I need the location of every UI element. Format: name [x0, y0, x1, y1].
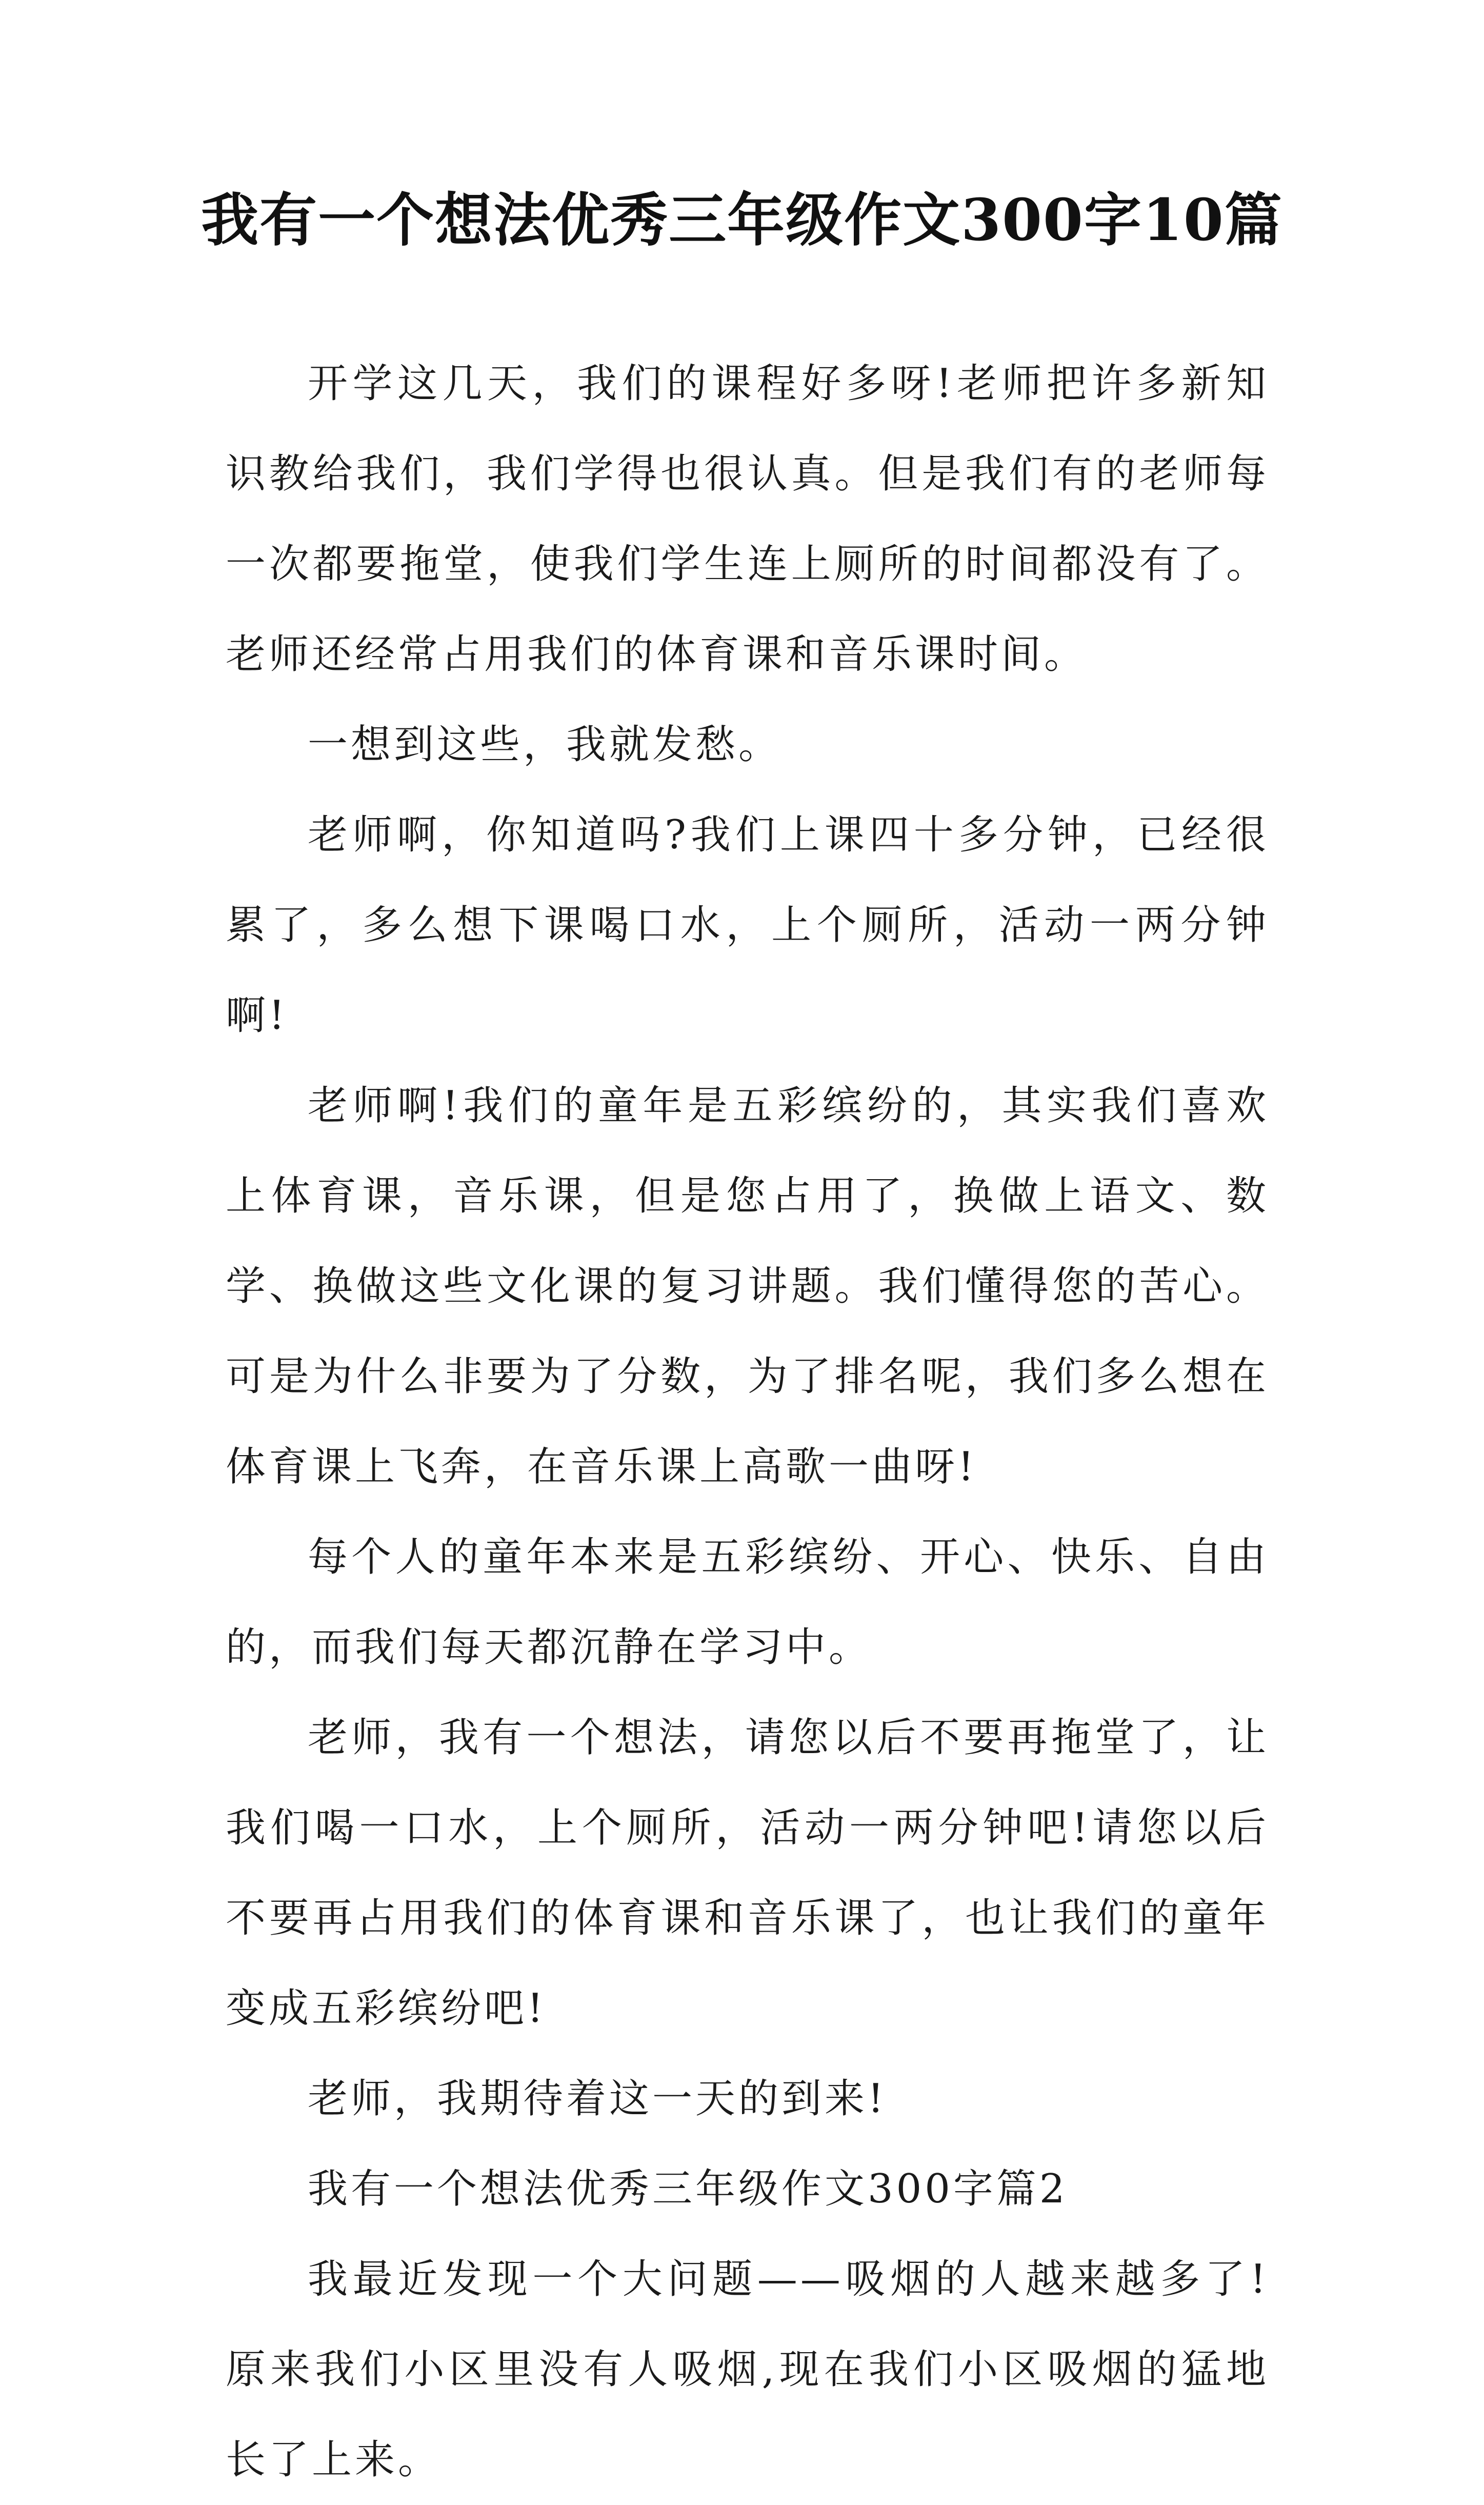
paragraph: 老师啊，你知道吗?我们上课四十多分钟，已经很累了，多么想下课喝口水，上个厕所，活动一两分钟啊! — [226, 812, 1269, 1039]
document-body — [226, 339, 1269, 2505]
paragraph: 老师，我期待着这一天的到来! — [308, 2076, 887, 2122]
paragraph: 老师啊!我们的童年是五彩缤纷的，其实我们喜欢上体育课，音乐课，但是您占用了，换做上语文、数学、换做这些文化课的复习讲题。我们懂得您的苦心。可是为什么非要为了分数，为了排名呢，我们多么想在体育课上飞奔，在音乐课上高歌一曲呀! — [226, 1083, 1269, 1490]
paragraph: 一想到这些，我就发愁。 — [308, 722, 782, 768]
paragraph: 开学这几天，我们的课程好多呀!老师把许多新知识教给我们，我们学得也很认真。但是我们有的老师每一次都要拖堂，使我们学生连上厕所的时间都没有了。老师还经常占用我们的体育课和音乐课时间。 — [226, 361, 1269, 678]
paragraph: 每个人的童年本来是五彩缤纷、开心、快乐、自由的，而我们每天都沉静在学习中。 — [226, 1534, 1269, 1671]
document-title: 我有一个想法优秀三年级作文300字10篇 — [201, 187, 1283, 254]
paragraph: 我最近发现一个大问题——吸烟的人越来越多了!原来我们小区里没有人吸烟,现在我们小区吸烟的猛地长了上来。 — [226, 2256, 1269, 2483]
paragraph: 老师，我有一个想法，请您以后不要再拖堂了，让我们喝一口水，上个厕所，活动一两分钟吧!请您以后不要再占用我们的体育课和音乐课了，也让我们的童年变成五彩缤纷吧! — [226, 1715, 1269, 2032]
section-heading: 我有一个想法优秀三年级作文300字篇2 — [308, 2166, 1068, 2212]
